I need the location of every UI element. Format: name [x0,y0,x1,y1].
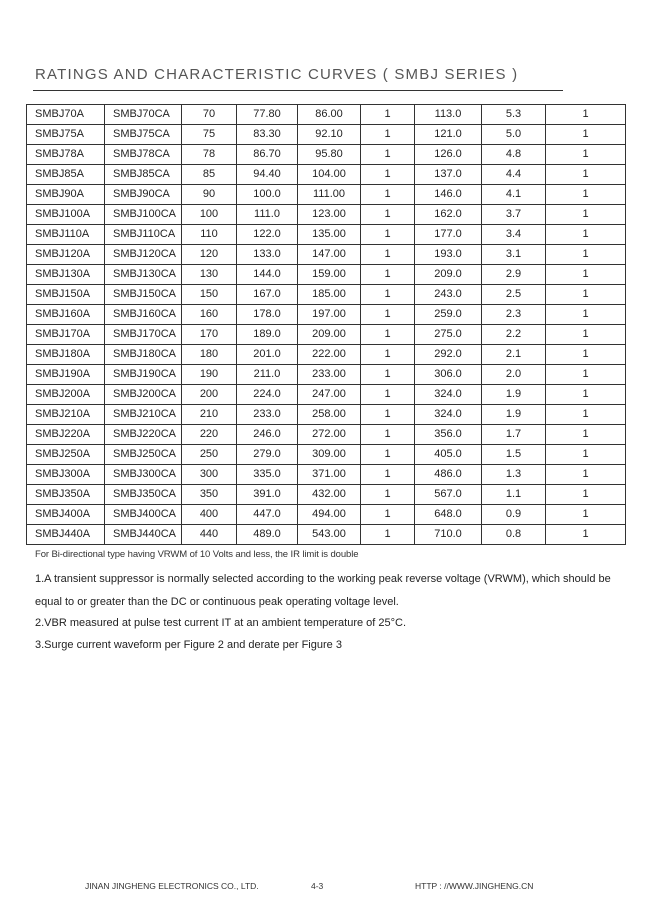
cell-vc: 275.0 [415,325,482,345]
cell-vbr-min: 144.0 [237,265,298,285]
cell-it: 1 [361,225,415,245]
cell-vc: 648.0 [415,505,482,525]
cell-vc: 243.0 [415,285,482,305]
cell-ir: 1 [546,345,626,365]
cell-part-bidirectional: SMBJ100CA [105,205,182,225]
cell-part-bidirectional: SMBJ170CA [105,325,182,345]
cell-part-bidirectional: SMBJ250CA [105,445,182,465]
cell-part-unidirectional: SMBJ150A [27,285,105,305]
cell-vbr-max: 135.00 [298,225,361,245]
cell-it: 1 [361,465,415,485]
cell-it: 1 [361,485,415,505]
footer-company: JINAN JINGHENG ELECTRONICS CO., LTD. [85,881,259,891]
cell-part-bidirectional: SMBJ210CA [105,405,182,425]
cell-part-bidirectional: SMBJ110CA [105,225,182,245]
cell-vc: 306.0 [415,365,482,385]
cell-vbr-min: 122.0 [237,225,298,245]
cell-ir: 1 [546,465,626,485]
cell-ipp: 2.5 [482,285,546,305]
cell-part-bidirectional: SMBJ160CA [105,305,182,325]
cell-ipp: 4.1 [482,185,546,205]
cell-vrwm: 150 [182,285,237,305]
cell-ir: 1 [546,225,626,245]
cell-vc: 162.0 [415,205,482,225]
cell-vc: 121.0 [415,125,482,145]
cell-part-bidirectional: SMBJ150CA [105,285,182,305]
cell-vbr-max: 222.00 [298,345,361,365]
cell-vrwm: 180 [182,345,237,365]
table-row [27,305,626,325]
cell-vbr-max: 159.00 [298,265,361,285]
cell-it: 1 [361,505,415,525]
cell-ipp: 1.5 [482,445,546,465]
table-row [27,285,626,305]
cell-vrwm: 250 [182,445,237,465]
cell-vbr-max: 233.00 [298,365,361,385]
cell-vbr-min: 447.0 [237,505,298,525]
note-1-line-2: equal to or greater than the DC or continuous peak operating voltage level. [35,596,399,608]
cell-vc: 710.0 [415,525,482,545]
cell-vrwm: 90 [182,185,237,205]
cell-part-unidirectional: SMBJ210A [27,405,105,425]
cell-vbr-max: 494.00 [298,505,361,525]
cell-vbr-min: 224.0 [237,385,298,405]
cell-part-bidirectional: SMBJ70CA [105,105,182,125]
cell-it: 1 [361,445,415,465]
cell-vbr-min: 86.70 [237,145,298,165]
cell-vc: 486.0 [415,465,482,485]
cell-part-bidirectional: SMBJ300CA [105,465,182,485]
cell-vc: 177.0 [415,225,482,245]
cell-ipp: 2.9 [482,265,546,285]
cell-part-bidirectional: SMBJ85CA [105,165,182,185]
cell-vbr-min: 489.0 [237,525,298,545]
cell-part-bidirectional: SMBJ350CA [105,485,182,505]
cell-vc: 209.0 [415,265,482,285]
cell-it: 1 [361,345,415,365]
cell-part-bidirectional: SMBJ130CA [105,265,182,285]
cell-ipp: 2.2 [482,325,546,345]
cell-ipp: 4.4 [482,165,546,185]
note-1-line-1: 1.A transient suppressor is normally selected according to the working peak reverse voltage (VRWM), which should be [35,573,611,585]
cell-vrwm: 100 [182,205,237,225]
cell-ipp: 2.1 [482,345,546,365]
cell-ir: 1 [546,325,626,345]
cell-it: 1 [361,245,415,265]
cell-ir: 1 [546,445,626,465]
cell-vbr-min: 133.0 [237,245,298,265]
cell-vrwm: 120 [182,245,237,265]
cell-ir: 1 [546,305,626,325]
cell-part-unidirectional: SMBJ130A [27,265,105,285]
cell-part-unidirectional: SMBJ78A [27,145,105,165]
table-row [27,425,626,445]
table-row [27,485,626,505]
cell-vc: 324.0 [415,405,482,425]
table-row [27,165,626,185]
cell-vc: 193.0 [415,245,482,265]
cell-vc: 567.0 [415,485,482,505]
cell-part-unidirectional: SMBJ400A [27,505,105,525]
cell-ir: 1 [546,385,626,405]
cell-vbr-min: 201.0 [237,345,298,365]
cell-ipp: 1.9 [482,405,546,425]
cell-vrwm: 300 [182,465,237,485]
note-2: 2.VBR measured at pulse test current IT at an ambient temperature of 25°C. [35,617,407,629]
table-row [27,345,626,365]
cell-vbr-min: 391.0 [237,485,298,505]
cell-it: 1 [361,265,415,285]
cell-vc: 405.0 [415,445,482,465]
cell-ipp: 3.7 [482,205,546,225]
cell-vrwm: 190 [182,365,237,385]
cell-part-bidirectional: SMBJ75CA [105,125,182,145]
cell-vbr-min: 189.0 [237,325,298,345]
ratings-table [26,104,626,545]
cell-vbr-max: 247.00 [298,385,361,405]
table-row [27,365,626,385]
table-row [27,525,626,545]
table-row [27,185,626,205]
cell-it: 1 [361,105,415,125]
cell-vrwm: 440 [182,525,237,545]
cell-vbr-max: 309.00 [298,445,361,465]
cell-vbr-min: 211.0 [237,365,298,385]
cell-ir: 1 [546,165,626,185]
cell-vrwm: 210 [182,405,237,425]
cell-vbr-min: 167.0 [237,285,298,305]
cell-ipp: 2.0 [482,365,546,385]
cell-it: 1 [361,365,415,385]
note-3: 3.Surge current waveform per Figure 2 and derate per Figure 3 [35,639,342,651]
cell-ir: 1 [546,125,626,145]
cell-vbr-min: 77.80 [237,105,298,125]
cell-vbr-max: 95.80 [298,145,361,165]
cell-part-bidirectional: SMBJ180CA [105,345,182,365]
cell-it: 1 [361,525,415,545]
cell-ipp: 5.3 [482,105,546,125]
cell-part-bidirectional: SMBJ90CA [105,185,182,205]
cell-ir: 1 [546,185,626,205]
cell-vbr-max: 209.00 [298,325,361,345]
cell-ipp: 1.3 [482,465,546,485]
cell-vbr-max: 111.00 [298,185,361,205]
cell-ir: 1 [546,205,626,225]
footer-url: HTTP : //WWW.JINGHENG.CN [415,881,534,891]
cell-vbr-max: 432.00 [298,485,361,505]
cell-ipp: 1.7 [482,425,546,445]
cell-ipp: 1.9 [482,385,546,405]
cell-vbr-min: 279.0 [237,445,298,465]
cell-vbr-min: 100.0 [237,185,298,205]
cell-ir: 1 [546,525,626,545]
cell-part-bidirectional: SMBJ78CA [105,145,182,165]
cell-it: 1 [361,185,415,205]
cell-vrwm: 75 [182,125,237,145]
cell-vrwm: 130 [182,265,237,285]
cell-vbr-min: 111.0 [237,205,298,225]
footer-page-number: 4-3 [311,881,324,891]
cell-vbr-max: 92.10 [298,125,361,145]
cell-vrwm: 160 [182,305,237,325]
cell-ir: 1 [546,485,626,505]
bidirectional-note: For Bi-directional type having VRWM of 10 Volts and less, the IR limit is double [35,549,359,560]
cell-vc: 113.0 [415,105,482,125]
cell-it: 1 [361,145,415,165]
cell-part-unidirectional: SMBJ190A [27,365,105,385]
cell-it: 1 [361,285,415,305]
table-row [27,385,626,405]
cell-vbr-max: 371.00 [298,465,361,485]
cell-ir: 1 [546,265,626,285]
cell-vbr-min: 246.0 [237,425,298,445]
cell-vrwm: 350 [182,485,237,505]
cell-ir: 1 [546,105,626,125]
cell-part-bidirectional: SMBJ190CA [105,365,182,385]
cell-vrwm: 170 [182,325,237,345]
cell-part-unidirectional: SMBJ170A [27,325,105,345]
table-row [27,465,626,485]
cell-part-unidirectional: SMBJ440A [27,525,105,545]
cell-vc: 146.0 [415,185,482,205]
table-row [27,405,626,425]
cell-vc: 259.0 [415,305,482,325]
cell-vrwm: 200 [182,385,237,405]
cell-part-unidirectional: SMBJ250A [27,445,105,465]
cell-it: 1 [361,305,415,325]
cell-vbr-min: 335.0 [237,465,298,485]
cell-vrwm: 70 [182,105,237,125]
cell-ir: 1 [546,245,626,265]
table-row [27,145,626,165]
cell-it: 1 [361,325,415,345]
cell-part-bidirectional: SMBJ220CA [105,425,182,445]
table-row [27,445,626,465]
cell-vbr-min: 94.40 [237,165,298,185]
cell-it: 1 [361,425,415,445]
cell-vbr-max: 258.00 [298,405,361,425]
cell-vbr-min: 233.0 [237,405,298,425]
cell-part-unidirectional: SMBJ350A [27,485,105,505]
cell-vc: 324.0 [415,385,482,405]
cell-ir: 1 [546,365,626,385]
cell-ir: 1 [546,285,626,305]
cell-vc: 292.0 [415,345,482,365]
table-row [27,205,626,225]
page-title: RATINGS AND CHARACTERISTIC CURVES ( SMBJ SERIES ) [35,66,519,83]
cell-vbr-min: 178.0 [237,305,298,325]
table-row [27,225,626,245]
cell-ipp: 5.0 [482,125,546,145]
cell-part-unidirectional: SMBJ120A [27,245,105,265]
cell-vrwm: 85 [182,165,237,185]
cell-part-bidirectional: SMBJ400CA [105,505,182,525]
cell-part-unidirectional: SMBJ90A [27,185,105,205]
cell-part-bidirectional: SMBJ120CA [105,245,182,265]
table-row [27,245,626,265]
cell-vbr-max: 197.00 [298,305,361,325]
cell-ipp: 4.8 [482,145,546,165]
cell-ipp: 0.8 [482,525,546,545]
cell-part-bidirectional: SMBJ440CA [105,525,182,545]
cell-part-unidirectional: SMBJ160A [27,305,105,325]
cell-ipp: 2.3 [482,305,546,325]
cell-vbr-max: 147.00 [298,245,361,265]
cell-ir: 1 [546,405,626,425]
cell-part-unidirectional: SMBJ300A [27,465,105,485]
cell-vc: 356.0 [415,425,482,445]
cell-it: 1 [361,385,415,405]
cell-it: 1 [361,205,415,225]
cell-it: 1 [361,405,415,425]
table-body [27,105,626,545]
cell-vc: 137.0 [415,165,482,185]
table-row [27,325,626,345]
cell-part-unidirectional: SMBJ200A [27,385,105,405]
title-rule [33,90,563,91]
cell-vbr-max: 123.00 [298,205,361,225]
cell-vbr-max: 543.00 [298,525,361,545]
cell-ipp: 3.4 [482,225,546,245]
cell-part-unidirectional: SMBJ110A [27,225,105,245]
table-row [27,125,626,145]
cell-part-unidirectional: SMBJ180A [27,345,105,365]
cell-vrwm: 78 [182,145,237,165]
cell-vrwm: 110 [182,225,237,245]
cell-part-unidirectional: SMBJ70A [27,105,105,125]
cell-part-unidirectional: SMBJ220A [27,425,105,445]
cell-part-bidirectional: SMBJ200CA [105,385,182,405]
cell-part-unidirectional: SMBJ100A [27,205,105,225]
table-row [27,265,626,285]
table-row [27,105,626,125]
cell-ipp: 1.1 [482,485,546,505]
cell-vrwm: 220 [182,425,237,445]
cell-vbr-max: 104.00 [298,165,361,185]
cell-it: 1 [361,125,415,145]
cell-part-unidirectional: SMBJ85A [27,165,105,185]
cell-ipp: 3.1 [482,245,546,265]
cell-ir: 1 [546,505,626,525]
cell-ir: 1 [546,145,626,165]
cell-vbr-max: 272.00 [298,425,361,445]
cell-vbr-max: 86.00 [298,105,361,125]
cell-ir: 1 [546,425,626,445]
cell-it: 1 [361,165,415,185]
cell-vbr-min: 83.30 [237,125,298,145]
table-row [27,505,626,525]
cell-part-unidirectional: SMBJ75A [27,125,105,145]
cell-vc: 126.0 [415,145,482,165]
cell-ipp: 0.9 [482,505,546,525]
cell-vbr-max: 185.00 [298,285,361,305]
cell-vrwm: 400 [182,505,237,525]
